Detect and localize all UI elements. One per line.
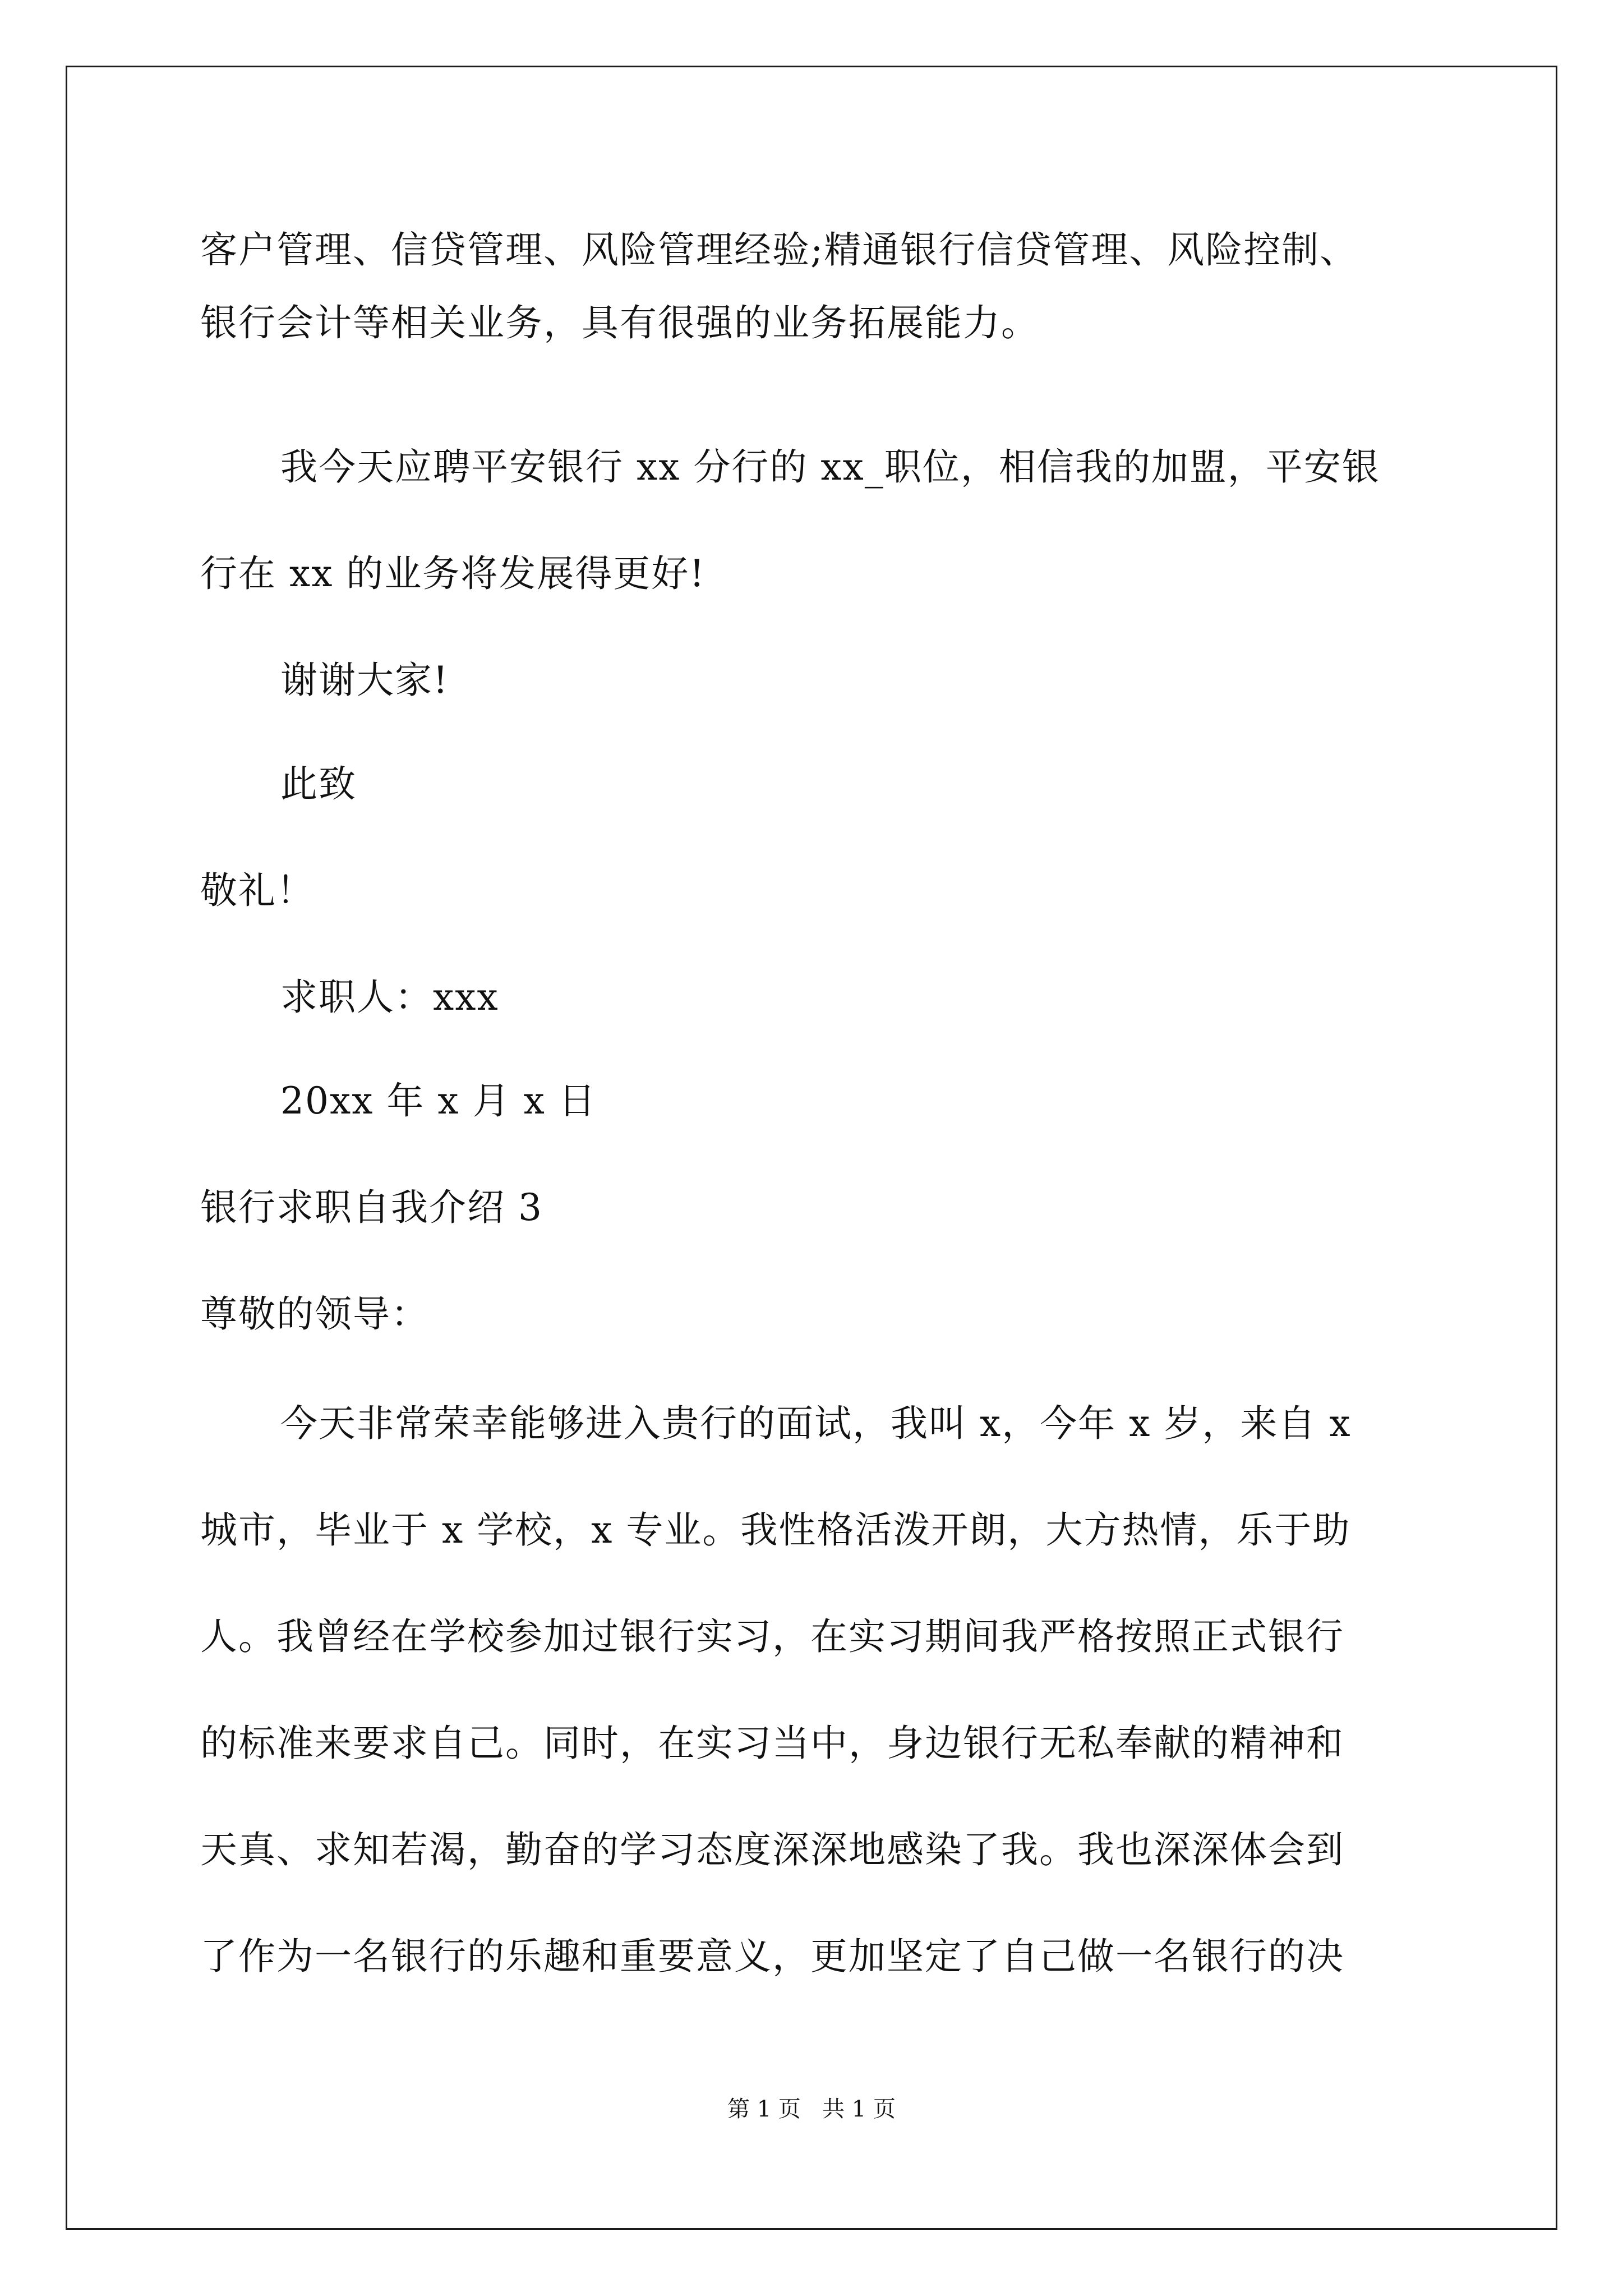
text-line-8: 求职人：xxx (280, 976, 499, 1019)
text-line-15: 的标准来要求自己。同时，在实习当中，身边银行无私奉献的精神和 (200, 1722, 1344, 1765)
text-line-9: 20xx 年 x 月 x 日 (280, 1079, 597, 1122)
text-line-12: 今天非常荣幸能够进入贵行的面试，我叫 x，今年 x 岁，来自 x (280, 1402, 1352, 1445)
text-line-7: 敬礼！ (200, 869, 315, 912)
text-line-1: 客户管理、信贷管理、风险管理经验;精通银行信贷管理、风险控制、 (200, 228, 1358, 272)
text-line-17: 了作为一名银行的乐趣和重要意义，更加坚定了自己做一名银行的决 (200, 1935, 1344, 1978)
text-line-16: 天真、求知若渴，勤奋的学习态度深深地感染了我。我也深深体会到 (200, 1828, 1344, 1871)
text-line-13: 城市，毕业于 x 学校，x 专业。我性格活泼开朗，大方热情，乐于助 (200, 1508, 1351, 1552)
text-line-11: 尊敬的领导： (200, 1292, 429, 1336)
text-line-14: 人。我曾经在学校参加过银行实习，在实习期间我严格按照正式银行 (200, 1615, 1344, 1658)
text-line-10: 银行求职自我介绍 3 (200, 1186, 543, 1229)
text-line-2: 银行会计等相关业务，具有很强的业务拓展能力。 (200, 301, 1039, 344)
page-number-footer: 第 1 页 共 1 页 (727, 2096, 896, 2122)
text-line-4: 行在 xx 的业务将发展得更好! (200, 552, 706, 595)
text-line-5: 谢谢大家! (280, 659, 449, 702)
page-border (66, 66, 1557, 2230)
text-line-3: 我今天应聘平安银行 xx 分行的 xx_职位，相信我的加盟，平安银 (280, 445, 1380, 489)
text-line-6: 此致 (280, 762, 357, 806)
